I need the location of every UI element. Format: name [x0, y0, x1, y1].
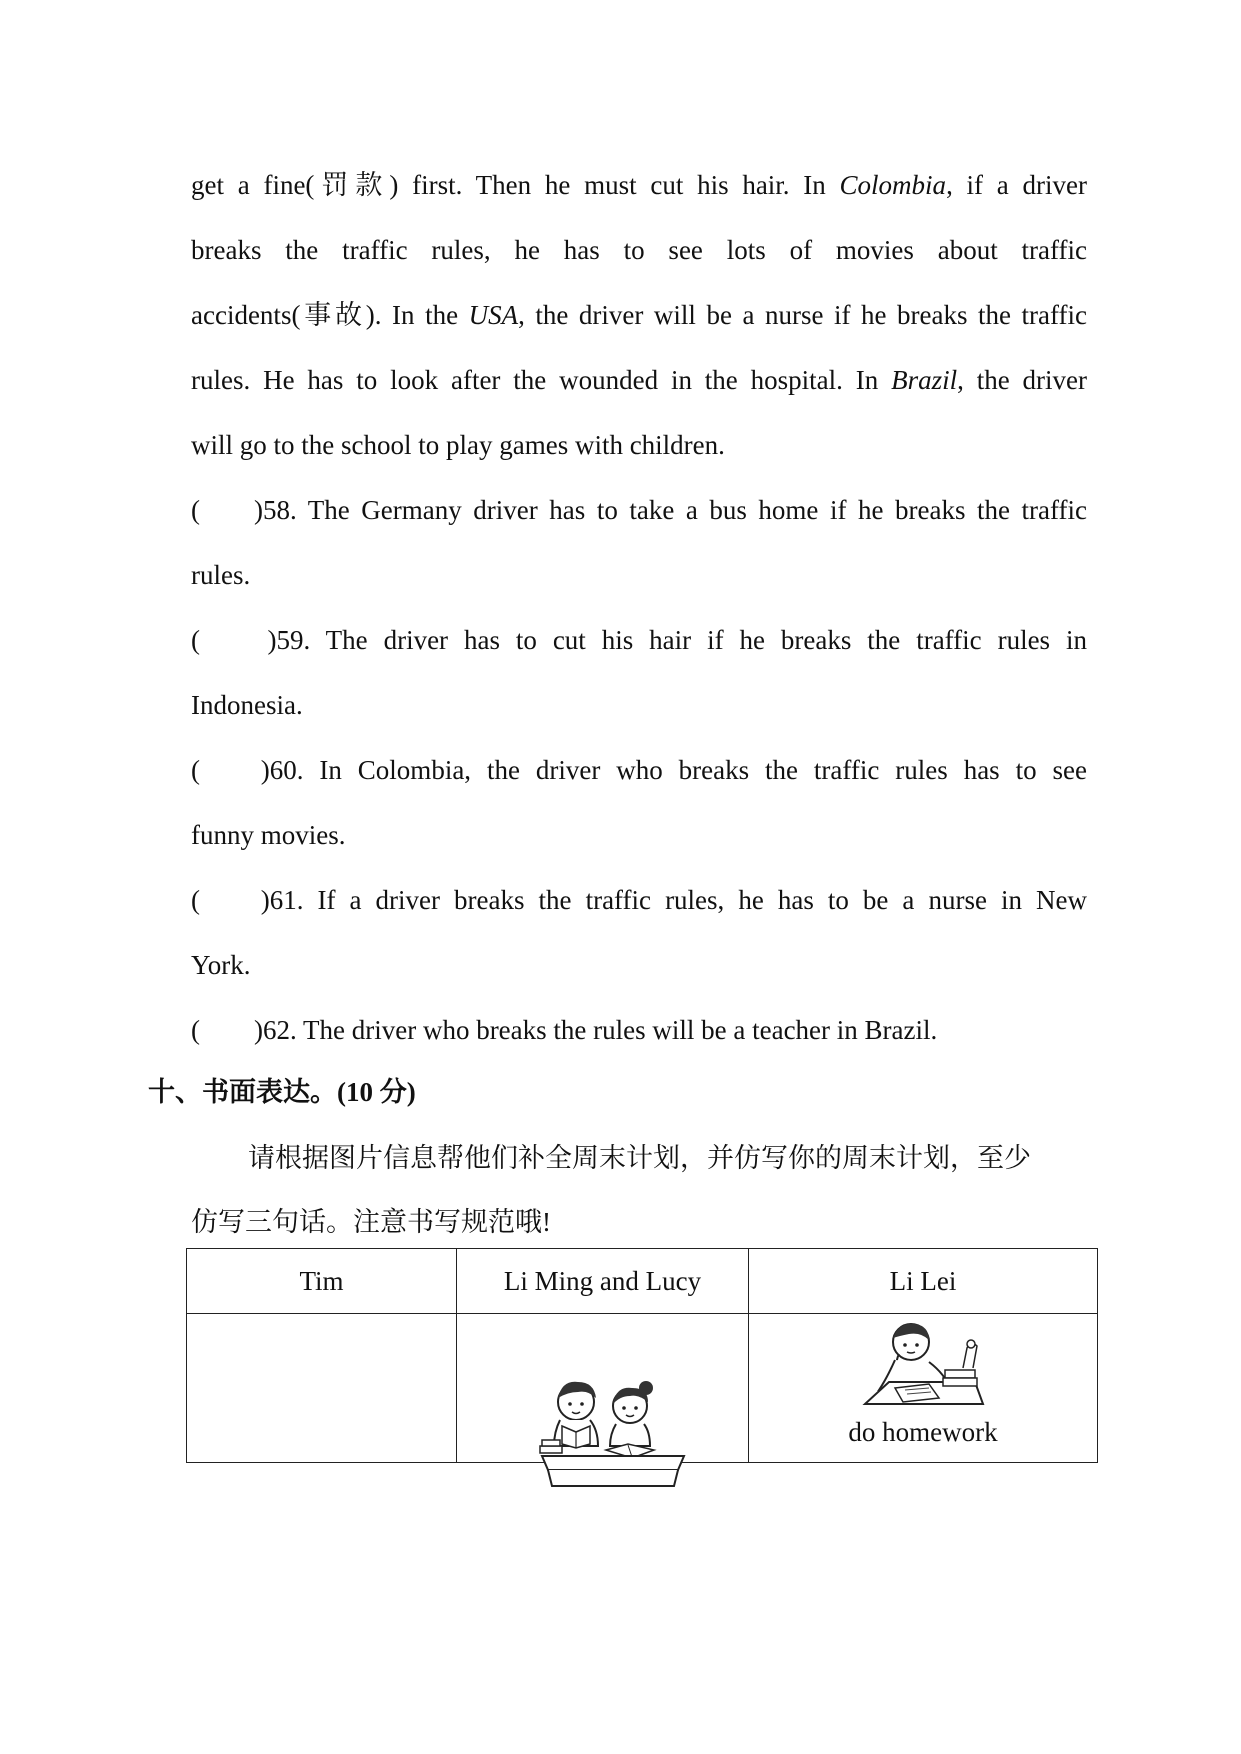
- header-li-ming-and-lucy: Li Ming and Lucy: [457, 1249, 749, 1314]
- question-58: ( )58. The Germany driver has to take a bus home if he breaks the traffic: [191, 490, 1087, 530]
- question-62: ( )62. The driver who breaks the rules will be a teacher in Brazil.: [191, 1010, 937, 1050]
- question-61-cont: York.: [191, 950, 251, 980]
- answer-blank-60[interactable]: ( ): [191, 755, 270, 785]
- answer-blank-61[interactable]: ( ): [191, 885, 270, 915]
- table-header-row: [187, 1249, 1098, 1314]
- question-60-cont: funny movies.: [191, 820, 346, 850]
- question-59-cont: Indonesia.: [191, 690, 303, 720]
- country-colombia: Colombia: [839, 170, 947, 200]
- passage-line-2: breaks the traffic rules, he has to see lots of movies about traffic: [191, 235, 1087, 265]
- cell-tim[interactable]: [187, 1314, 457, 1463]
- header-li-lei: Li Lei: [749, 1249, 1098, 1314]
- reading-illustration: [538, 1368, 688, 1498]
- question-60: ( )60. In Colombia, the driver who breaks the traffic rules has to see: [191, 750, 1087, 790]
- header-tim: Tim: [187, 1249, 457, 1314]
- instruction-line-2: 仿写三句话。注意书写规范哦!: [191, 1207, 551, 1237]
- question-58-cont: rules.: [191, 560, 251, 590]
- country-usa: USA: [468, 300, 519, 330]
- activity-caption: do homework: [848, 1417, 998, 1447]
- country-brazil: Brazil: [891, 365, 958, 395]
- passage-line-3: accidents(事故). In the USA, the driver will be a nurse if he breaks the traffic: [191, 300, 1088, 330]
- cell-li-lei: [749, 1314, 1098, 1463]
- homework-illustration: [859, 1318, 989, 1414]
- passage-line-1: get a fine(罚款) first. Then he must cut his hair. In Colombia, if a driver: [191, 170, 1087, 200]
- question-59: ( )59. The driver has to cut his hair if he breaks the traffic rules in: [191, 620, 1087, 660]
- section-title: 十、书面表达。(10 分): [148, 1077, 416, 1107]
- instruction-line-1: 请根据图片信息帮他们补全周末计划，并仿写你的周末计划，至少: [248, 1143, 1031, 1173]
- answer-blank-58[interactable]: ( ): [191, 495, 263, 525]
- question-61: ( )61. If a driver breaks the traffic rules, he has to be a nurse in New: [191, 880, 1087, 920]
- answer-blank-59[interactable]: ( ): [191, 625, 277, 655]
- passage-line-5: will go to the school to play games with children.: [191, 430, 725, 460]
- passage-line-4: rules. He has to look after the wounded in the hospital. In Brazil, the driver: [191, 365, 1087, 395]
- answer-blank-62[interactable]: ( ): [191, 1015, 263, 1045]
